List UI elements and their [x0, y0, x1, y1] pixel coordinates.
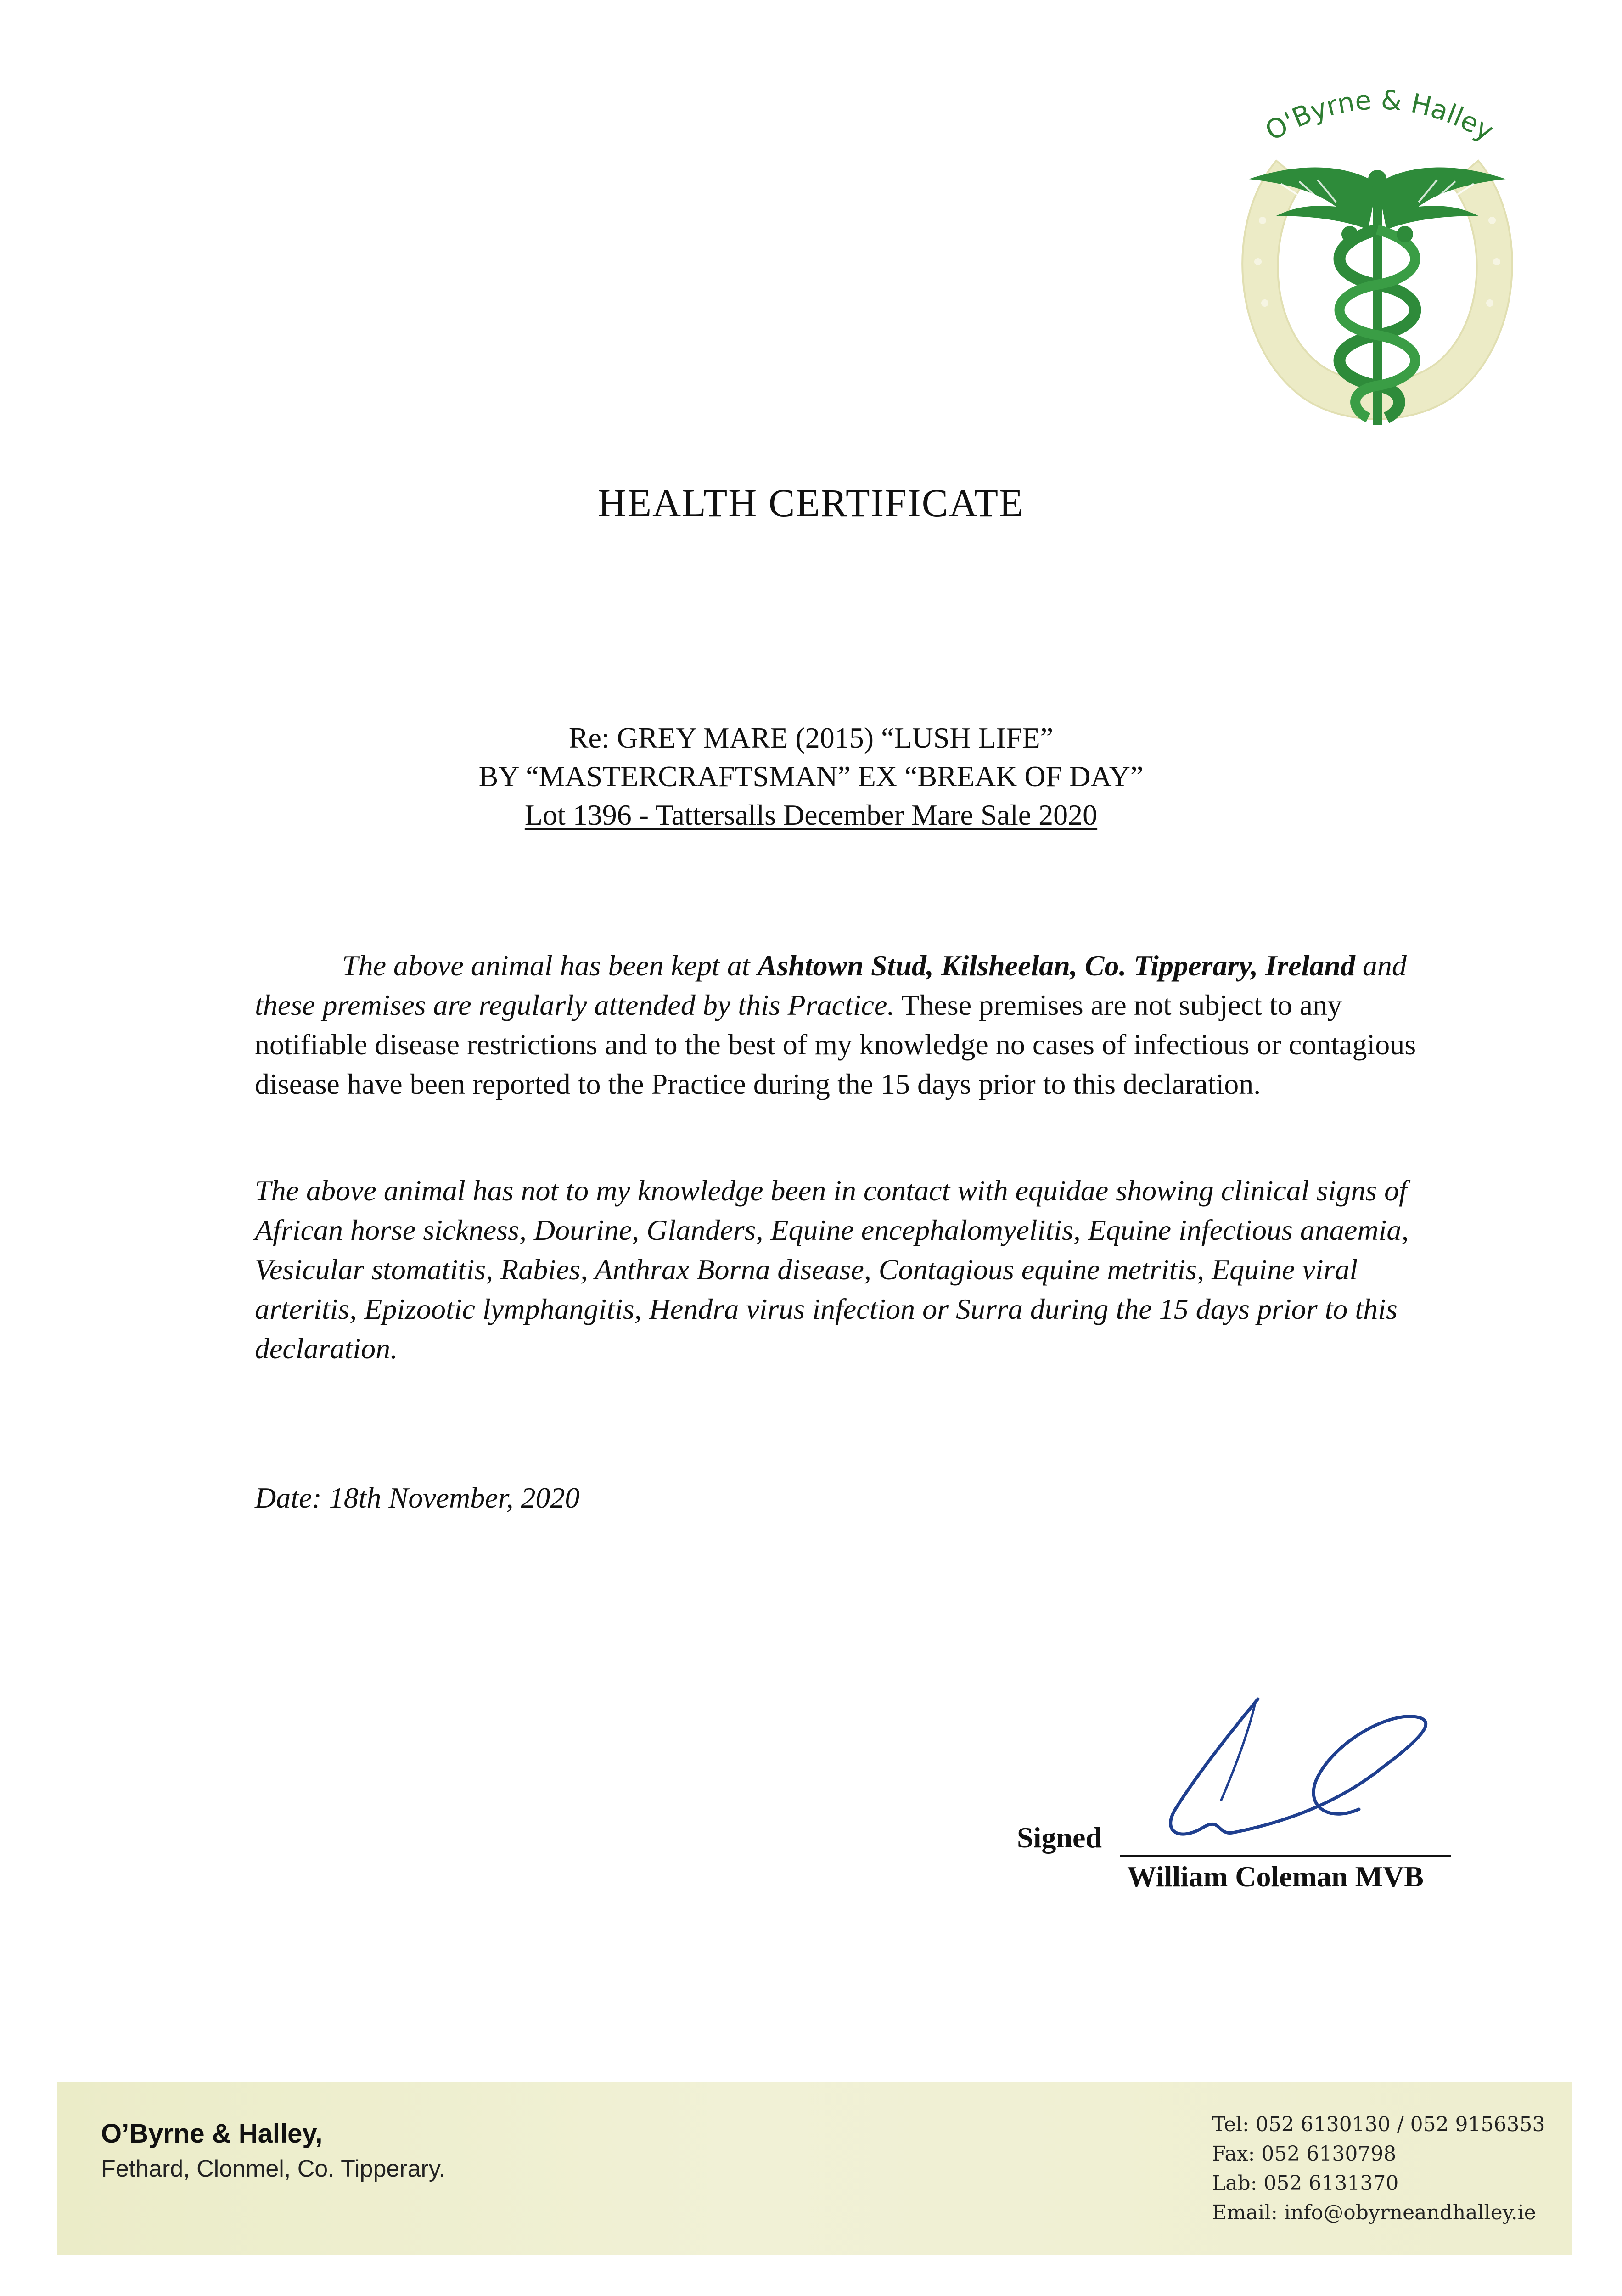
document-title: HEALTH CERTIFICATE — [598, 481, 1024, 525]
footer-tel: Tel: 052 6130130 / 052 9156353 — [1212, 2113, 1545, 2136]
footer-email: Email: info@obyrneandhalley.ie — [1212, 2201, 1536, 2224]
paragraph-premises-intro: The above animal has been kept at — [342, 949, 758, 982]
paragraph-premises — [255, 946, 1448, 1104]
paragraph-premises-attended: and these premises are regularly attended by this Practice. — [255, 949, 1407, 1021]
footer-contact-details — [1212, 2110, 1545, 2228]
subject-line-3: Lot 1396 - Tattersalls December Mare Sale 2020 — [524, 799, 1098, 831]
footer-practice-name: O’Byrne & Halley, — [101, 2119, 323, 2149]
premises-location: Ashtown Stud, Kilsheelan, Co. Tipperary, Ireland — [757, 949, 1355, 982]
signed-label: Signed — [1017, 1821, 1102, 1854]
letterhead-footer — [57, 2082, 1572, 2255]
subject-block — [0, 719, 1622, 834]
svg-text:O'Byrne & Halley: O'Byrne & Halley — [1260, 84, 1499, 147]
footer-lab: Lab: 052 6131370 — [1212, 2172, 1399, 2195]
subject-line-2: BY “MASTERCRAFTSMAN” EX “BREAK OF DAY” — [478, 760, 1144, 793]
paragraph-disease-contact: The above animal has not to my knowledge been in contact with equidae showing clinical signs of African horse sickness, Dourine, Glanders, Equine encephalomyelitis, Equine infectious anaemia, Vesicular stomatitis, Rabies, Anthrax Borna disease, Contagious equine metritis, Equine viral arteritis, Epizootic lymphangitis, Hendra virus infection or Surra during the 15 days prior to this declaration. — [255, 1174, 1409, 1365]
practice-logo — [1212, 46, 1543, 441]
signature-line — [1120, 1855, 1451, 1857]
paragraph-premises-statement: These premises are not subject to any notifiable disease restrictions and to the best of my knowledge no cases of infectious or contagious disease have been reported to the Practice during the 15 days prior to this declaration. — [255, 989, 1416, 1100]
footer-fax: Fax: 052 6130798 — [1212, 2142, 1397, 2166]
declaration-date: Date: 18th November, 2020 — [255, 1481, 580, 1514]
caduceus-horseshoe-icon — [1212, 46, 1543, 441]
footer-address: Fethard, Clonmel, Co. Tipperary. — [101, 2155, 446, 2182]
subject-line-1: Re: GREY MARE (2015) “LUSH LIFE” — [568, 721, 1054, 754]
signatory-name: William Coleman MVB — [1127, 1860, 1424, 1893]
handwritten-signature — [1143, 1690, 1465, 1864]
